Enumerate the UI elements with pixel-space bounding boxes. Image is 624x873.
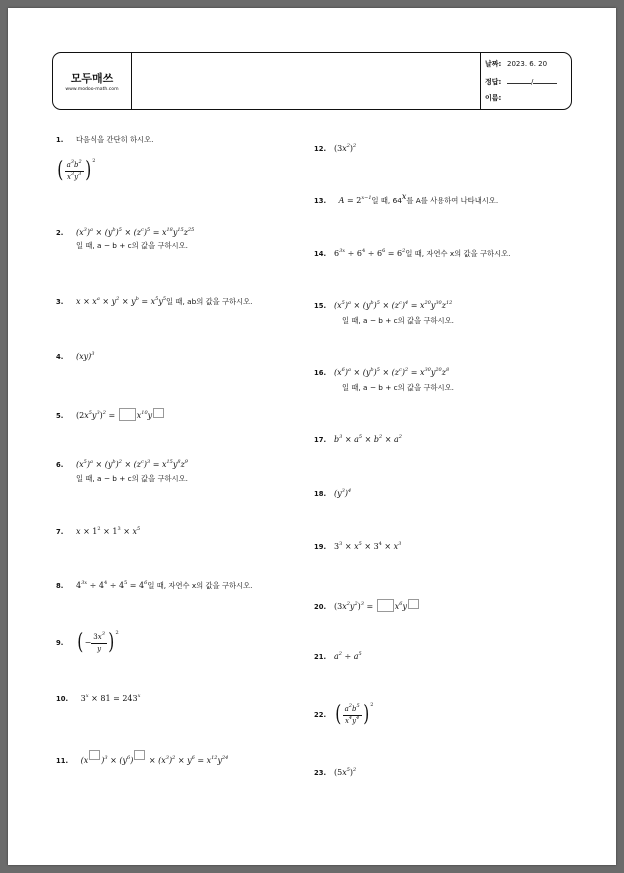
question-20: 20. $(3x^2y^2)^3 = x^6y$ (314, 599, 420, 612)
question-number: 20. (314, 603, 327, 611)
question-16: 16. $(x^6)^a \times (y^b)^5 \times (z^c)^2 = x^{30}y^{20}z^8$ (314, 367, 450, 377)
question-15-cont: 일 때, a − b + c의 값을 구하시오. (342, 316, 454, 325)
question-14: 14. $6^{3x} \div 6^4 \div 6^6 = 6^2$일 때, 자연수 x의 값을 구하시오. (314, 248, 511, 258)
worksheet-page (8, 8, 616, 865)
question-18: 18. $(y^3)^4$ (314, 488, 352, 498)
answer-box-small[interactable] (89, 750, 100, 760)
question-number: 4. (56, 353, 64, 361)
question-number: 5. (56, 412, 64, 420)
question-1-expr: ( $\frac{a^3b^2}{x^3y^3}$ )$^2$ (57, 158, 96, 183)
name-row (485, 93, 507, 103)
question-number: 6. (56, 461, 64, 469)
question-22: 22. ( $\frac{a^2b^5}{x^4y^4}$ )$^2$ (314, 702, 374, 727)
question-number: 22. (314, 711, 327, 720)
question-number: 18. (314, 490, 327, 498)
question-16-cont: 일 때, a − b + c의 값을 구하시오. (342, 383, 454, 392)
question-2: 2. $(x^3)^a \times (y^b)^5 \times (z^c)^5 = x^{18}y^{15}z^{25}$ (56, 227, 195, 237)
answer-box[interactable] (377, 599, 394, 612)
question-number: 13. (314, 197, 327, 205)
question-number: 14. (314, 250, 327, 258)
question-1 (56, 136, 153, 145)
answer-box[interactable] (119, 408, 136, 421)
date-label: 날짜: (485, 60, 502, 68)
question-number: 21. (314, 653, 327, 661)
answer-blank-2 (533, 76, 557, 84)
question-number: 15. (314, 302, 327, 310)
question-7: 7. $x \times 1^2 \times 1^3 \times x^5$ (56, 526, 141, 536)
question-number: 16. (314, 369, 327, 377)
answer-label: 정답: (485, 78, 502, 86)
question-13: 13. $A = 2^{x-1}$일 때, 64$^x$를 A를 사용하여 나타내시오. (314, 192, 499, 205)
brand-url: www.modoo-math.com (65, 87, 119, 92)
question-23: 23. $(5x^5)^2$ (314, 767, 357, 777)
question-text: 일 때, ab의 값을 구하시오. (166, 297, 253, 306)
question-6: 6. $(x^5)^a \times (y^b)^2 \times (z^c)^3 = x^{15}y^8z^9$ (56, 459, 188, 469)
question-number: 11. (56, 757, 69, 765)
question-text: 일 때, 자연수 x의 값을 구하시오. (405, 249, 511, 258)
answer-box-small[interactable] (134, 750, 145, 760)
question-9: 9. (− $\frac{3x^3}{y}$ )$^2$ (56, 630, 119, 655)
question-number: 12. (314, 145, 327, 153)
brand-name: 모두매쓰 (70, 72, 114, 85)
question-11: 11. (x )$^3 \times (y^6) \times (x^3)^2 \times y^6 = x^{12}y^{24}$ (56, 750, 228, 766)
question-number: 2. (56, 229, 64, 237)
question-number: 19. (314, 543, 327, 551)
question-number: 1. (56, 136, 64, 144)
question-number: 7. (56, 528, 64, 536)
answer-row (485, 76, 557, 87)
question-21: 21. $a^2 \div a^5$ (314, 651, 362, 661)
question-text: 를 A를 사용하여 나타내시오. (406, 196, 499, 205)
question-number: 17. (314, 436, 327, 444)
meta-box (480, 53, 572, 109)
brand-box (53, 53, 132, 109)
question-19: 19. $3^3 \times x^5 \times 3^4 \times x^3$ (314, 541, 402, 551)
question-3: 3. $x \times x^a \times y^2 \times y^b = x^5y^5$일 때, ab의 값을 구하시오. (56, 296, 253, 306)
question-15: 15. $(x^5)^a \times (y^b)^5 \times (z^c)^4 = x^{20}y^{30}z^{12}$ (314, 300, 453, 310)
answer-sep: / (531, 78, 534, 86)
date-value: 2023. 6. 20 (507, 60, 548, 68)
question-8: 8. $4^{3x} \div 4^4 \div 4^5 = 4^6$일 때, 자연수 x의 값을 구하시오. (56, 580, 253, 590)
name-label: 이름: (485, 94, 502, 102)
question-number: 9. (56, 639, 64, 648)
question-number: 23. (314, 769, 327, 777)
date-row (485, 59, 547, 69)
question-text: 일 때, 자연수 x의 값을 구하시오. (147, 581, 253, 590)
answer-blank-1 (507, 76, 534, 86)
worksheet-header (52, 52, 572, 110)
question-text: 다음식을 간단히 하시오. (76, 135, 154, 144)
question-6-cont: 일 때, a − b + c의 값을 구하시오. (76, 474, 188, 483)
answer-box-small[interactable] (153, 408, 164, 418)
question-number: 10. (56, 695, 69, 703)
question-10: 10. $3^x \times 81 = 243^x$ (56, 693, 141, 703)
answer-box-small[interactable] (408, 599, 419, 609)
question-text: 일 때, 64 (371, 196, 402, 205)
question-number: 8. (56, 582, 64, 590)
question-5: 5. $(2x^5y^3)^2 = x^{10}y$ (56, 408, 165, 421)
question-2-cont: 일 때, a − b + c의 값을 구하시오. (76, 241, 188, 250)
question-17: 17. $b^3 \times a^5 \times b^2 \times a^2$ (314, 434, 402, 444)
question-4: 4. (xy)$^3$ (56, 351, 95, 361)
question-12: 12. $(3x^2)^2$ (314, 143, 357, 153)
question-number: 3. (56, 298, 64, 306)
